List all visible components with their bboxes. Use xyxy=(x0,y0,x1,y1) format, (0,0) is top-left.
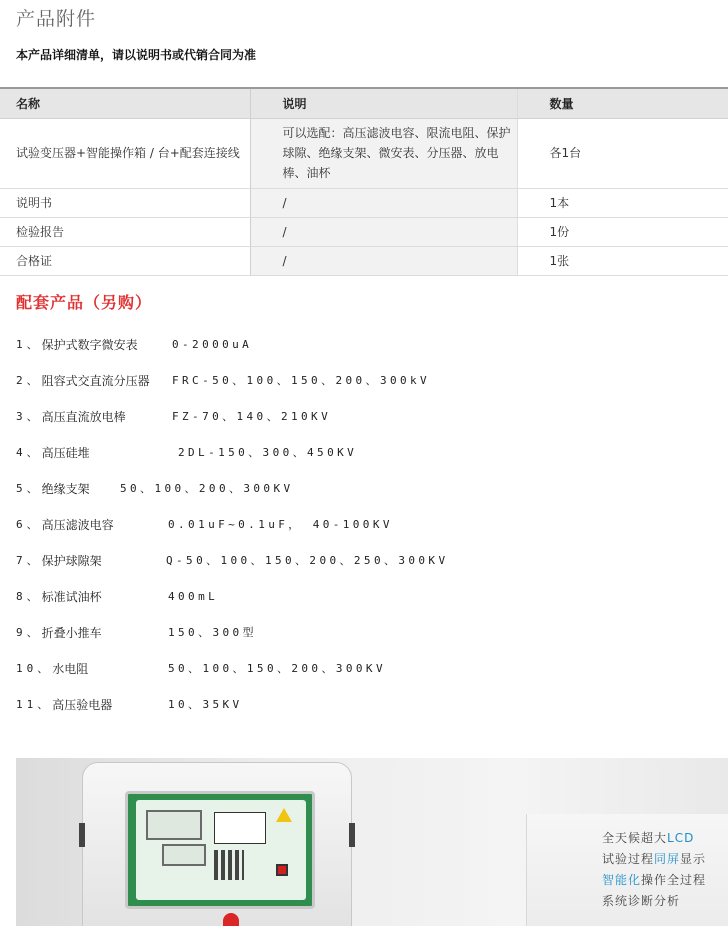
item-name: 阻容式交直流分压器 xyxy=(41,373,150,388)
item-number: 7、 xyxy=(16,554,42,567)
item-number: 1、 xyxy=(16,338,42,351)
cell-name: 试验变压器+智能操作箱 / 台+配套连接线 xyxy=(0,118,250,188)
emergency-stop-icon xyxy=(223,913,239,926)
item-number: 10、 xyxy=(16,662,53,675)
item-spec: 10、35KV xyxy=(168,698,243,711)
feature-highlight: LCD xyxy=(667,831,695,845)
desc-line: 棒、油杯 xyxy=(282,166,331,180)
list-item xyxy=(16,362,716,398)
feature-text: 全天候超大 xyxy=(602,831,668,845)
cell-name: 检验报告 xyxy=(0,217,250,246)
item-name: 高压硅堆 xyxy=(41,445,90,460)
table-row xyxy=(0,217,728,246)
cell-qty: 1份 xyxy=(517,217,728,246)
item-spec: 2DL-150、300、450KV xyxy=(178,446,358,459)
feature-line xyxy=(602,892,680,909)
list-note: 本产品详细清单，请以说明书或代销合同为准 xyxy=(16,48,257,62)
table-row xyxy=(0,246,728,275)
item-name: 高压验电器 xyxy=(52,697,113,712)
cell-name: 合格证 xyxy=(0,246,250,275)
display-icon xyxy=(162,844,206,866)
display-icon xyxy=(146,810,202,840)
list-item xyxy=(16,686,716,722)
cell-desc xyxy=(250,118,517,188)
item-spec: 0-2000uA xyxy=(172,337,253,351)
item-spec: FZ-70、140、210KV xyxy=(172,410,332,423)
list-item xyxy=(16,650,716,686)
cell-desc: / xyxy=(250,246,517,275)
handle-icon xyxy=(79,823,85,847)
cell-desc: / xyxy=(250,188,517,217)
feature-line xyxy=(602,850,706,867)
item-name: 保护球隙架 xyxy=(41,553,102,568)
stop-button-icon xyxy=(276,864,288,876)
item-name: 折叠小推车 xyxy=(41,625,102,640)
col-header-qty: 数量 xyxy=(517,88,728,118)
col-header-name: 名称 xyxy=(0,88,250,118)
table-header-row xyxy=(0,88,728,118)
item-spec: FRC-50、100、150、200、300kV xyxy=(172,374,431,387)
item-number: 3、 xyxy=(16,410,42,423)
cell-desc: / xyxy=(250,217,517,246)
item-spec: Q-50、100、150、200、250、300KV xyxy=(166,554,449,567)
feature-highlight: 智能化 xyxy=(602,873,642,887)
related-products-list xyxy=(16,326,716,722)
item-number: 4、 xyxy=(16,446,42,459)
item-spec: 50、100、150、200、300KV xyxy=(168,662,386,675)
accessories-table xyxy=(0,87,728,276)
table-row xyxy=(0,188,728,217)
control-panel xyxy=(125,791,315,909)
item-name: 绝缘支架 xyxy=(41,481,90,496)
keypad-icon xyxy=(214,850,244,880)
feature-text: 系统诊断分析 xyxy=(602,894,681,908)
item-spec: 50、100、200、300KV xyxy=(120,482,294,495)
table-row xyxy=(0,118,728,188)
handle-icon xyxy=(349,823,355,847)
list-item xyxy=(16,398,716,434)
item-name: 高压直流放电棒 xyxy=(41,409,126,424)
item-name: 水电阻 xyxy=(52,661,89,676)
wiring-diagram-icon xyxy=(214,812,266,844)
item-spec: 0.01uF~0.1uF， 40-100KV xyxy=(168,518,393,531)
section-title: 产品附件 xyxy=(16,8,97,30)
cell-name: 说明书 xyxy=(0,188,250,217)
cell-qty: 各1台 xyxy=(517,118,728,188)
desc-line: 可以选配：高压滤波电容、限流电阻、保护 xyxy=(282,126,511,140)
item-number: 11、 xyxy=(16,698,53,711)
item-name: 高压滤波电容 xyxy=(41,517,114,532)
cell-qty: 1本 xyxy=(517,188,728,217)
desc-line: 球隙、绝缘支架、微安表、分压器、放电 xyxy=(282,146,499,160)
item-number: 5、 xyxy=(16,482,42,495)
panel-face xyxy=(136,800,306,900)
item-name: 保护式数字微安表 xyxy=(41,337,138,352)
related-products-title: 配套产品（另购） xyxy=(16,293,153,312)
list-item xyxy=(16,470,716,506)
list-item xyxy=(16,542,716,578)
list-item xyxy=(16,434,716,470)
control-box-image xyxy=(82,762,352,926)
list-item xyxy=(16,614,716,650)
feature-line xyxy=(602,829,694,846)
item-number: 8、 xyxy=(16,590,42,603)
item-name: 标准试油杯 xyxy=(41,589,102,604)
list-item xyxy=(16,326,716,362)
list-item xyxy=(16,506,716,542)
col-header-desc: 说明 xyxy=(250,88,517,118)
feature-highlight: 同屏 xyxy=(654,852,681,866)
warning-icon xyxy=(276,808,292,822)
item-number: 2、 xyxy=(16,374,42,387)
feature-text: 试验过程 xyxy=(602,852,655,866)
list-item xyxy=(16,578,716,614)
item-spec: 150、300型 xyxy=(168,626,257,639)
feature-text: 显示 xyxy=(680,852,707,866)
item-spec: 400mL xyxy=(168,589,219,603)
feature-line xyxy=(602,871,706,888)
item-number: 6、 xyxy=(16,518,42,531)
feature-text: 操作全过程 xyxy=(641,873,707,887)
cell-qty: 1张 xyxy=(517,246,728,275)
item-number: 9、 xyxy=(16,626,42,639)
